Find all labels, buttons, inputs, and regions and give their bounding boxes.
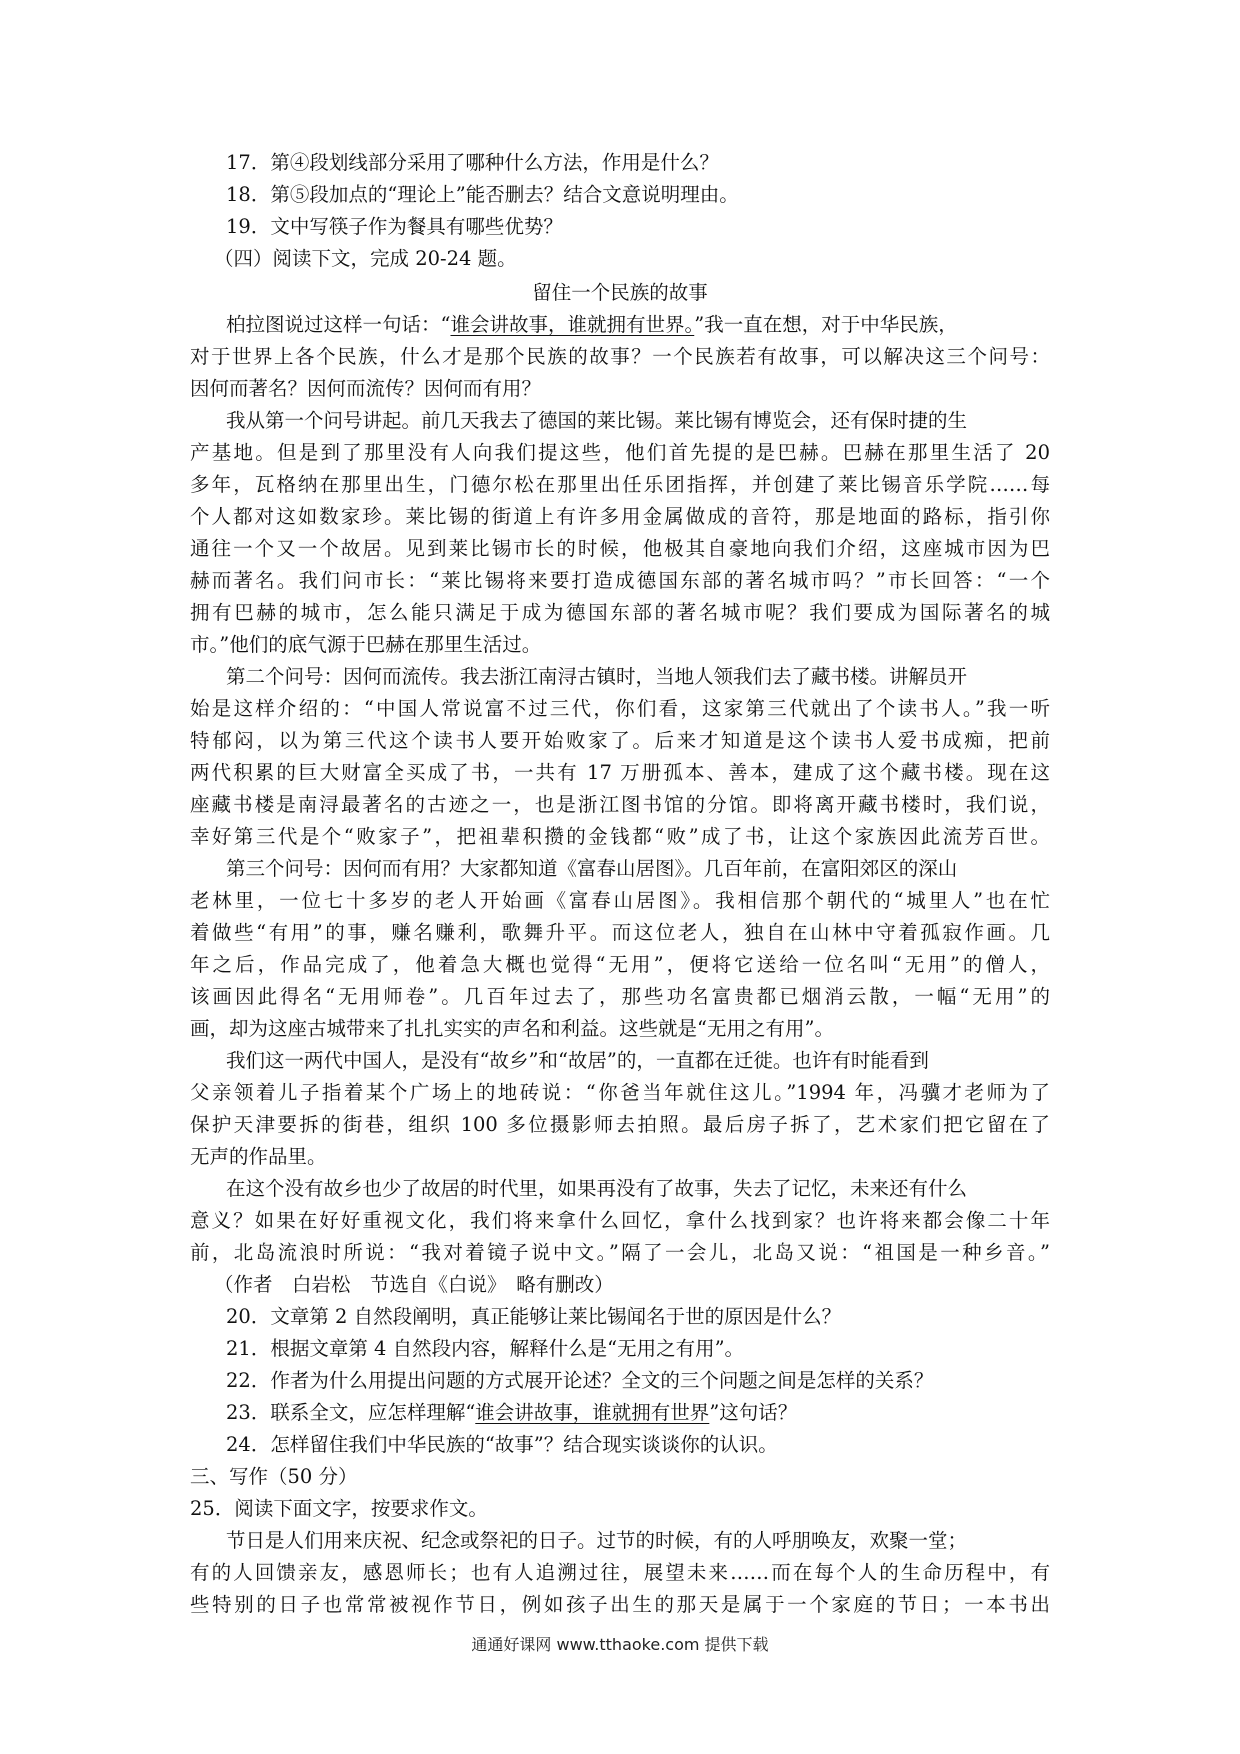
article-paragraph-3-line: 两代积累的巨大财富全买成了书，一共有 17 万册孤本、善本，建成了这个藏书楼。现在这 — [190, 761, 1050, 784]
article-paragraph-6-line: 前，北岛流浪时所说：“我对着镜子说中文。”隔了一会儿，北岛又说：“祖国是一种乡音。” — [190, 1241, 1050, 1264]
writing-section-heading: 三、写作（50 分） — [190, 1465, 358, 1488]
writing-material-line: 有的人回馈亲友，感恩师长；也有人追溯过往，展望未来……而在每个人的生命历程中，有 — [190, 1561, 1050, 1584]
article-paragraph-2-line: 拥有巴赫的城市，怎么能只满足于成为德国东部的著名城市呢？我们要成为国际著名的城 — [190, 601, 1050, 624]
article-paragraph-4-line: 年之后，作品完成了，他着急大概也觉得“无用”，便将它送给一位名叫“无用”的僧人， — [190, 953, 1050, 976]
article-paragraph-1-line — [226, 310, 1050, 340]
article-paragraph-3-line: 第二个问号：因何而流传。我去浙江南浔古镇时，当地人领我们去了藏书楼。讲解员开 — [226, 665, 968, 688]
article-paragraph-2-line: 市。”他们的底气源于巴赫在那里生活过。 — [190, 633, 542, 656]
question-23-prefix: 23．联系全文，应怎样理解“ — [226, 1401, 476, 1424]
question-18: 18．第⑤段加点的“理论上”能否删去？结合文意说明理由。 — [226, 183, 739, 206]
article-title: 留住一个民族的故事 — [532, 281, 708, 304]
article-paragraph-5-line: 无声的作品里。 — [190, 1145, 327, 1168]
article-paragraph-3-line: 幸好第三代是个“败家子”，把祖辈积攒的金钱都“败”成了书，让这个家族因此流芳百世。 — [190, 825, 1050, 848]
question-20: 20．文章第 2 自然段阐明，真正能够让莱比锡闻名于世的原因是什么？ — [226, 1305, 842, 1328]
article-paragraph-5-line: 我们这一两代中国人，是没有“故乡”和“故居”的，一直都在迁徙。也许有时能看到 — [226, 1049, 929, 1072]
writing-material-line: 节日是人们用来庆祝、纪念或祭祀的日子。过节的时候，有的人呼朋唤友，欢聚一堂； — [226, 1529, 968, 1552]
question-24: 24．怎样留住我们中华民族的“故事”？结合现实谈谈你的认识。 — [226, 1433, 778, 1456]
section-four-heading: （四）阅读下文，完成 20-24 题。 — [214, 247, 517, 270]
writing-material-line: 些特别的日子也常常被视作节日，例如孩子出生的那天是属于一个家庭的节日；一本书出 — [190, 1593, 1050, 1616]
article-paragraph-4-line: 着做些“有用”的事，赚名赚利，歌舞升平。而这位老人，独自在山林中守着孤寂作画。几 — [190, 921, 1050, 944]
underlined-quote: 谁会讲故事，谁就拥有世界 — [475, 1401, 710, 1424]
quote-prefix: 柏拉图说过这样一句话：“ — [226, 313, 451, 336]
question-17: 17．第④段划线部分采用了哪种什么方法，作用是什么？ — [226, 151, 719, 174]
article-source: （作者 白岩松 节选自《白说》 略有删改） — [214, 1273, 614, 1296]
article-paragraph-2-line: 通往一个又一个故居。见到莱比锡市长的时候，他极其自豪地向我们介绍，这座城市因为巴 — [190, 537, 1050, 560]
article-paragraph-1-line: 对于世界上各个民族，什么才是那个民族的故事？一个民族若有故事，可以解决这三个问号： — [190, 345, 1050, 368]
question-19: 19．文中写筷子作为餐具有哪些优势？ — [226, 215, 563, 238]
quote-suffix: ”我一直在想，对于中华民族， — [694, 313, 958, 336]
article-paragraph-2-line: 个人都对这如数家珍。莱比锡的街道上有许多用金属做成的音符，那是地面的路标，指引你 — [190, 505, 1050, 528]
article-paragraph-4-line: 老林里，一位七十多岁的老人开始画《富春山居图》。我相信那个朝代的“城里人”也在忙 — [190, 889, 1050, 912]
article-paragraph-3-line: 始是这样介绍的：“中国人常说富不过三代，你们看，这家第三代就出了个读书人。”我一听 — [190, 697, 1050, 720]
article-paragraph-2-line: 产基地。但是到了那里没有人向我们提这些，他们首先提的是巴赫。巴赫在那里生活了 20 — [190, 441, 1050, 464]
article-paragraph-6-line: 在这个没有故乡也少了故居的时代里，如果再没有了故事，失去了记忆，未来还有什么 — [226, 1177, 968, 1200]
question-23-suffix: ”这句话？ — [709, 1401, 798, 1424]
underlined-quote: 谁会讲故事，谁就拥有世界。 — [450, 313, 695, 336]
question-25: 25．阅读下面文字，按要求作文。 — [190, 1497, 488, 1520]
article-paragraph-3-line: 特郁闷，以为第三代这个读书人要开始败家了。后来才知道是这个读书人爱书成痴，把前 — [190, 729, 1050, 752]
article-paragraph-4-line: 第三个问号：因何而有用？大家都知道《富春山居图》。几百年前，在富阳郊区的深山 — [226, 857, 958, 880]
page-footer: 通通好课网 www.tthaoke.com 提供下载 — [471, 1635, 769, 1654]
article-paragraph-1-line: 因何而著名？因何而流传？因何而有用？ — [190, 377, 542, 400]
article-paragraph-3-line: 座藏书楼是南浔最著名的古迹之一，也是浙江图书馆的分馆。即将离开藏书楼时，我们说， — [190, 793, 1050, 816]
article-paragraph-5-line: 父亲领着儿子指着某个广场上的地砖说：“你爸当年就住这儿。”1994 年，冯骥才老师为了 — [190, 1081, 1050, 1104]
question-21: 21．根据文章第 4 自然段内容，解释什么是“无用之有用”。 — [226, 1337, 745, 1360]
article-paragraph-4-line: 画，却为这座古城带来了扎扎实实的声名和利益。这些就是“无用之有用”。 — [190, 1017, 834, 1040]
article-paragraph-2-line: 我从第一个问号讲起。前几天我去了德国的莱比锡。莱比锡有博览会，还有保时捷的生 — [226, 409, 968, 432]
article-paragraph-2-line: 赫而著名。我们问市长：“莱比锡将来要打造成德国东部的著名城市吗？”市长回答：“一个 — [190, 569, 1050, 592]
article-paragraph-2-line: 多年，瓦格纳在那里出生，门德尔松在那里出任乐团指挥，并创建了莱比锡音乐学院……每 — [190, 473, 1050, 496]
article-paragraph-4-line: 该画因此得名“无用师卷”。几百年过去了，那些功名富贵都已烟消云散，一幅“无用”的 — [190, 985, 1050, 1008]
question-22: 22．作者为什么用提出问题的方式展开论述？全文的三个问题之间是怎样的关系？ — [226, 1369, 934, 1392]
article-paragraph-5-line: 保护天津要拆的街巷，组织 100 多位摄影师去拍照。最后房子拆了，艺术家们把它留在了 — [190, 1113, 1050, 1136]
question-23 — [226, 1398, 797, 1428]
article-paragraph-6-line: 意义？如果在好好重视文化，我们将来拿什么回忆，拿什么找到家？也许将来都会像二十年 — [190, 1209, 1050, 1232]
